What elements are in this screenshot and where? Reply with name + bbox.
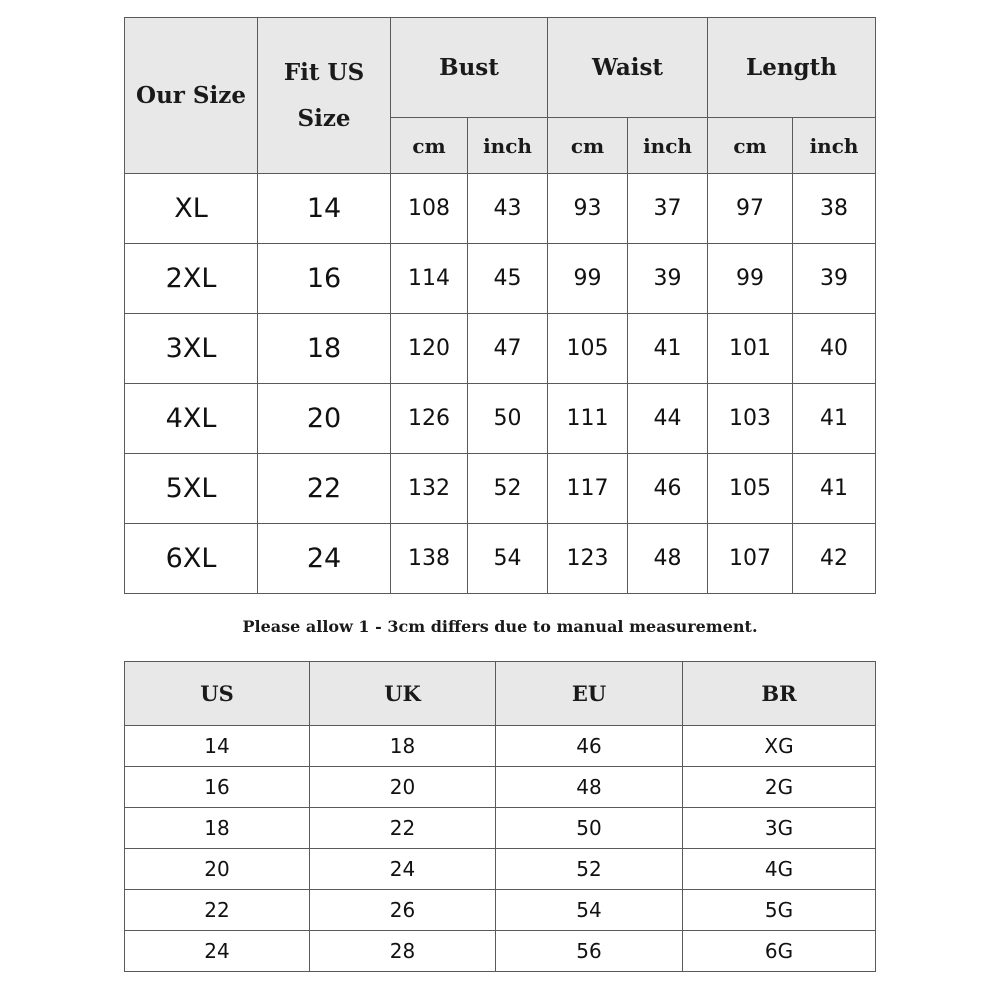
- waist-inch-cell: 41: [628, 314, 708, 384]
- length-cm-cell: 107: [708, 524, 793, 594]
- header-us: US: [125, 662, 310, 726]
- table-row: [125, 314, 876, 384]
- bust-cm-cell: 126: [391, 384, 468, 454]
- header-uk: UK: [310, 662, 496, 726]
- waist-cm-cell: 93: [548, 174, 628, 244]
- fit-us-cell: 24: [258, 524, 391, 594]
- table-row: [125, 890, 876, 931]
- br-cell: 6G: [683, 931, 876, 972]
- length-cm-cell: 101: [708, 314, 793, 384]
- our-size-cell: XL: [125, 174, 258, 244]
- table-row: [125, 454, 876, 524]
- header-bust: Bust: [391, 18, 548, 118]
- waist-cm-cell: 105: [548, 314, 628, 384]
- waist-cm-cell: 111: [548, 384, 628, 454]
- size-chart-table: [124, 17, 876, 594]
- bust-inch-cell: 43: [468, 174, 548, 244]
- uk-cell: 28: [310, 931, 496, 972]
- uk-cell: 24: [310, 849, 496, 890]
- length-inch-cell: 39: [793, 244, 876, 314]
- br-cell: XG: [683, 726, 876, 767]
- header-waist-inch: inch: [628, 118, 708, 174]
- waist-inch-cell: 46: [628, 454, 708, 524]
- table-row: [125, 808, 876, 849]
- bust-cm-cell: 120: [391, 314, 468, 384]
- us-cell: 20: [125, 849, 310, 890]
- our-size-cell: 6XL: [125, 524, 258, 594]
- length-cm-cell: 99: [708, 244, 793, 314]
- uk-cell: 26: [310, 890, 496, 931]
- header-waist: Waist: [548, 18, 708, 118]
- bust-inch-cell: 52: [468, 454, 548, 524]
- bust-cm-cell: 108: [391, 174, 468, 244]
- us-cell: 14: [125, 726, 310, 767]
- our-size-cell: 2XL: [125, 244, 258, 314]
- waist-inch-cell: 39: [628, 244, 708, 314]
- bust-inch-cell: 54: [468, 524, 548, 594]
- uk-cell: 18: [310, 726, 496, 767]
- length-inch-cell: 40: [793, 314, 876, 384]
- br-cell: 3G: [683, 808, 876, 849]
- header-waist-cm: cm: [548, 118, 628, 174]
- header-br: BR: [683, 662, 876, 726]
- bust-inch-cell: 47: [468, 314, 548, 384]
- conversion-header-row: [125, 662, 876, 726]
- eu-cell: 52: [496, 849, 683, 890]
- length-inch-cell: 38: [793, 174, 876, 244]
- header-eu: EU: [496, 662, 683, 726]
- bust-cm-cell: 132: [391, 454, 468, 524]
- br-cell: 5G: [683, 890, 876, 931]
- header-fit-us-size: [258, 18, 391, 174]
- waist-inch-cell: 48: [628, 524, 708, 594]
- table-row: [125, 384, 876, 454]
- table-row: [125, 931, 876, 972]
- bust-cm-cell: 114: [391, 244, 468, 314]
- measurement-note: Please allow 1 - 3cm differs due to manual measurement.: [242, 617, 758, 636]
- header-bust-inch: inch: [468, 118, 548, 174]
- us-cell: 24: [125, 931, 310, 972]
- br-cell: 4G: [683, 849, 876, 890]
- eu-cell: 50: [496, 808, 683, 849]
- length-inch-cell: 41: [793, 384, 876, 454]
- header-our-size: Our Size: [125, 18, 258, 174]
- eu-cell: 46: [496, 726, 683, 767]
- length-cm-cell: 97: [708, 174, 793, 244]
- length-cm-cell: 103: [708, 384, 793, 454]
- size-chart-header-row: [125, 18, 876, 118]
- fit-us-cell: 18: [258, 314, 391, 384]
- table-row: [125, 726, 876, 767]
- length-inch-cell: 41: [793, 454, 876, 524]
- waist-inch-cell: 44: [628, 384, 708, 454]
- br-cell: 2G: [683, 767, 876, 808]
- header-length: Length: [708, 18, 876, 118]
- waist-cm-cell: 123: [548, 524, 628, 594]
- table-row: [125, 524, 876, 594]
- eu-cell: 54: [496, 890, 683, 931]
- header-bust-cm: cm: [391, 118, 468, 174]
- us-cell: 18: [125, 808, 310, 849]
- us-cell: 22: [125, 890, 310, 931]
- length-cm-cell: 105: [708, 454, 793, 524]
- waist-cm-cell: 99: [548, 244, 628, 314]
- uk-cell: 20: [310, 767, 496, 808]
- our-size-cell: 3XL: [125, 314, 258, 384]
- fit-us-cell: 16: [258, 244, 391, 314]
- waist-cm-cell: 117: [548, 454, 628, 524]
- waist-inch-cell: 37: [628, 174, 708, 244]
- table-row: [125, 767, 876, 808]
- bust-inch-cell: 50: [468, 384, 548, 454]
- our-size-cell: 5XL: [125, 454, 258, 524]
- header-length-cm: cm: [708, 118, 793, 174]
- fit-us-cell: 22: [258, 454, 391, 524]
- us-cell: 16: [125, 767, 310, 808]
- header-fit-us-line2: Size: [297, 104, 351, 132]
- header-fit-us-line1: Fit US: [283, 58, 365, 86]
- fit-us-cell: 20: [258, 384, 391, 454]
- table-row: [125, 244, 876, 314]
- fit-us-cell: 14: [258, 174, 391, 244]
- header-length-inch: inch: [793, 118, 876, 174]
- length-inch-cell: 42: [793, 524, 876, 594]
- bust-inch-cell: 45: [468, 244, 548, 314]
- conversion-chart-table: [124, 661, 876, 972]
- our-size-cell: 4XL: [125, 384, 258, 454]
- table-row: [125, 174, 876, 244]
- eu-cell: 48: [496, 767, 683, 808]
- bust-cm-cell: 138: [391, 524, 468, 594]
- table-row: [125, 849, 876, 890]
- eu-cell: 56: [496, 931, 683, 972]
- uk-cell: 22: [310, 808, 496, 849]
